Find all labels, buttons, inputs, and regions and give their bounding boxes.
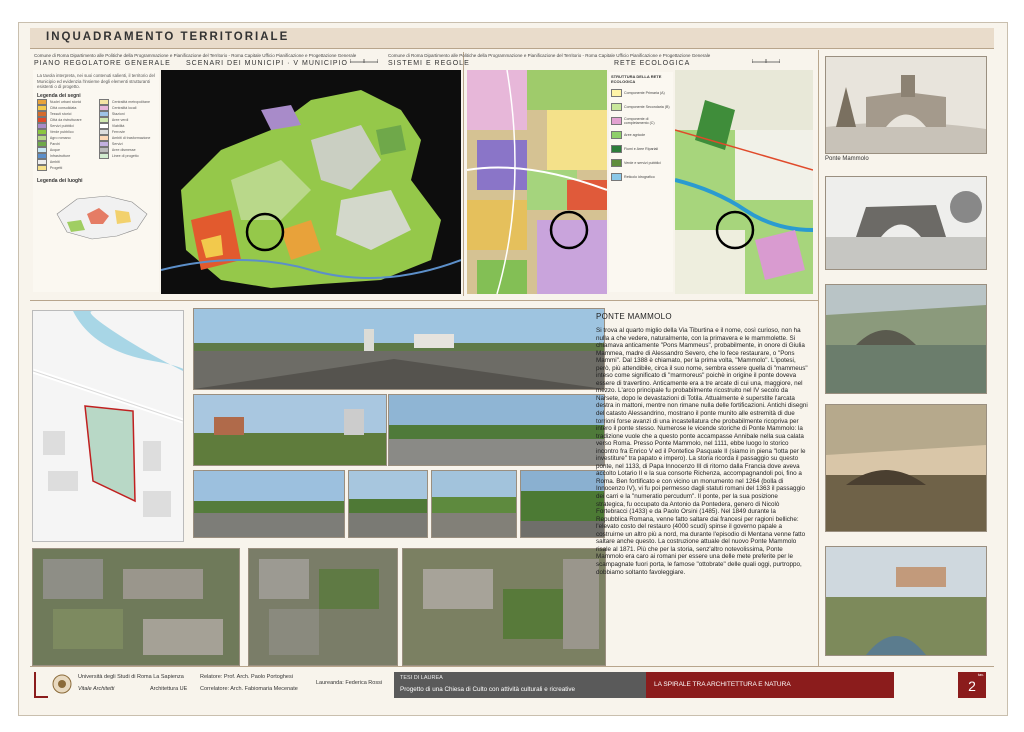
column-divider <box>818 50 819 666</box>
project-subtitle: LA SPIRALE TRA ARCHITETTURA E NATURA <box>654 681 791 688</box>
legend-label: Reticolo idrografico <box>624 175 655 179</box>
aerial-photo-2 <box>248 548 398 666</box>
legend-swatch <box>611 145 622 153</box>
subtitle-box <box>646 672 894 698</box>
legend-item <box>33 165 95 171</box>
panel-divider <box>463 52 464 296</box>
relatore: Relatore: Prof. Arch. Paolo Portoghesi <box>200 674 293 680</box>
ecology-legend-item <box>609 100 673 114</box>
prg-map <box>161 70 461 294</box>
page-title: INQUADRAMENTO TERRITORIALE <box>46 31 290 43</box>
scale-bar-icon <box>752 58 780 65</box>
locator-map <box>37 184 157 246</box>
legend-label: Servizi pubblici <box>49 123 74 128</box>
university-name: Università degli Studi di Roma La Sapienza <box>78 674 184 680</box>
signature-mark: Vitale Architetti <box>78 686 115 692</box>
laureanda: Laureanda: Federica Rossi <box>316 680 383 686</box>
legend-label: Nuclei urbani storici <box>49 99 82 104</box>
ecology-legend-item <box>609 170 673 184</box>
section-divider <box>30 300 818 301</box>
legend-label: Progetti <box>49 165 63 170</box>
footer-divider <box>30 666 994 667</box>
ecology-legend-item <box>609 128 673 142</box>
university-seal-icon <box>52 672 72 696</box>
photo-street-2 <box>348 470 428 538</box>
ecology-legend-item <box>609 114 673 128</box>
photo-street-4 <box>520 470 605 538</box>
legend-swatch <box>611 173 622 181</box>
legend-label: Ferrovie <box>111 129 126 134</box>
legend-label: Città da ristrutturare <box>49 117 82 122</box>
legend-places-heading: Legenda dei luoghi <box>37 177 83 184</box>
section-heading: PONTE MAMMOLO <box>596 312 672 321</box>
tav-label: tav. <box>977 672 984 677</box>
legend-label: Servizi <box>111 141 123 146</box>
sistemi-regole-map <box>467 70 607 294</box>
logo-mark <box>34 672 48 698</box>
engraving-ponte-mammolo <box>825 56 987 154</box>
section-body: Si trova al quarto miglio della Via Tiburtina e il nome, così curioso, non ha nulla a che vedere, naturalmente, con la primavera e le mammolette. Si chiamava anticamente "Pons Mammeus", probabilmente, in onore di Giulia Mammea, madre di Alessandro Severo, che lo fece restaurare, o "Pons Mammi". Dal 1388 è chiamato, per la prima volta, "Mammolo". L'ipotesi, però, più attendibile, circa il suo nome, sembra essere quella di "mammeus" inteso come significato di "marmoreus" poichè in origine il ponte doveva essere di travertino. Anticamente era a tre arcate di cui una, maggiore, nel mezzo. L'arco principale fu probabilmente ricostruito nel IV secolo da Narsete, dopo le devastazioni di Totila. Attualmente è superstite l'arcata destra in mattoni, mentre non rimane nulla delle fortificazioni. Antichi disegni del catasto Alessandrino, mostrano il ponte munito alle estremità di due torrioni forse avanzi di una incastellatura che probabilmente ricopriva per intero il ponte stesso. Numerose le vicende storiche di Ponte Mammolo: la tradizione vuole che a questo ponte accampasse Annibale nella sua calata verso Roma. Presso Ponte Mammolo, nel 1111, ebbe luogo lo storico incontro fra Enrico V ed il Pontefice Pasquale II (siamo in piena "lotta per le investiture" tra papato e impero). La storia ricorda il passaggio su questo ponte, nel 1133, di Papa Innocenzo III di ritorno dalla Francia dove aveva accolto Lotario II e la sua consorte Richenza, accompagnandoli poi, fino a Roma. Ben fortificato e con vicino un monumento nel 1264 (bolla di Innocenzo IV), vi fu poi permesso dagli statuti romani del 1363 il passaggio dei carri e la "numeratio percudum". Il ponte, per la sua posizione strategica, fu occupato da Antonio da Pontedera, genero di Nicolò Fortebracci (1433) e da Paolo Orsini (1485). Nel 1849 durante la Repubblica Romana, venne fatto saltare dai francesi per ragioni belliche: l'elevato costo del restauro (4000 scudi) spinse il governo papale a costruirne un altro più a nord, ma durante l'episodio di Mentana venne fatto saltare anche questo. La costruzione attuale del nuovo Ponte Mammolo risale al 1871. Più che per la storia, senz'altro notevolissima, Ponte Mammolo era caro ai romani per essere una delle mete preferite per le scampagnate fuori porta, le famose "ottobrate" delle quali oggi, purtroppo, dobbiamo soltanto favoleggiare. <box>596 327 808 576</box>
panel-left-title: PIANO REGOLATORE GENERALE <box>34 60 171 67</box>
legend-swatch <box>611 117 622 125</box>
panel-left-title-right: SCENARI DEI MUNICIPI · V MUNICIPIO <box>186 60 348 67</box>
page-number-box <box>958 672 986 698</box>
photo-field-1 <box>193 394 387 466</box>
map-legend <box>33 70 159 292</box>
correlatore: Correlatore: Arch. Fabiomaria Mecenate <box>200 686 298 692</box>
panel-right-title-right: RETE ECOLOGICA <box>614 60 691 67</box>
legend-label: Aree agricole <box>624 133 646 137</box>
photo-street-1 <box>193 470 345 538</box>
legend-label: Centralità metropolitane <box>111 99 151 104</box>
legend-label: Acque <box>49 147 61 152</box>
rete-ecologica-map <box>675 70 813 294</box>
legend-label: Centralità locali <box>111 105 137 110</box>
legend-label: Infrastrutture <box>49 153 71 158</box>
legend-swatch <box>611 89 622 97</box>
footer <box>30 670 994 700</box>
aerial-photo-1 <box>32 548 240 666</box>
thesis-box <box>394 672 646 698</box>
ecology-legend-item <box>609 156 673 170</box>
legend-label: Ambiti <box>49 159 60 164</box>
legend-label: Parchi <box>49 141 61 146</box>
legend-column-right <box>95 99 157 171</box>
engraving-bridge-ruins <box>825 176 987 270</box>
photo-river-trees <box>825 546 987 656</box>
legend-label: Viabilità <box>111 123 125 128</box>
legend-column-left <box>33 99 95 171</box>
legend-item <box>95 153 157 159</box>
aerial-photo-3 <box>402 548 606 666</box>
thesis-label: TESI DI LAUREA <box>400 675 443 681</box>
legend-intro: La tavola interpreta, nei suoi contenuti salienti, il territorio del Municipio ed evidenzia l'insieme degli elementi strutturanti esistenti o di progetto. <box>37 73 155 89</box>
ecology-legend-items <box>609 86 673 184</box>
ecology-legend-heading: STRUTTURA DELLA RETE ECOLOGICA <box>611 74 662 84</box>
legend-heading: Legenda dei segni <box>37 92 81 99</box>
legend-swatch <box>37 165 47 171</box>
title-bar <box>30 28 994 49</box>
photo-river-bridge <box>825 284 987 394</box>
legend-label: Ambiti di trasformazione <box>111 135 151 140</box>
scale-bar-icon <box>350 58 378 65</box>
street-map <box>32 310 184 542</box>
photo-autumn-bridge <box>825 404 987 532</box>
legend-label: Stazioni <box>111 111 125 116</box>
legend-label: Linee di progetto <box>111 153 139 158</box>
panel-left-subheading: Comune di Roma Dipartimento alle Politiche della Programmazione e Pianificazione del Territorio - Roma Capitale Ufficio Pianificazione e Progettazione Generale <box>34 53 357 58</box>
legend-label: Aree verdi <box>111 117 129 122</box>
legend-swatch <box>611 103 622 111</box>
ponte-mammolo-description <box>596 312 808 670</box>
legend-label: Componente Primaria (A) <box>624 91 665 95</box>
legend-label: Verde pubblico <box>49 129 74 134</box>
photo-street-3 <box>431 470 517 538</box>
legend-label: Aree dismesse <box>111 147 136 152</box>
panel-right-subheading: Comune di Roma Dipartimento alle Politiche della Programmazione e Pianificazione del Territorio - Roma Capitale Ufficio Pianificazione e Progettazione Generale <box>388 53 711 58</box>
legend-swatch <box>611 131 622 139</box>
legend-swatch <box>99 153 109 159</box>
legend-label: Città consolidata <box>49 105 77 110</box>
ponte-mammolo-caption: Ponte Mammolo <box>825 156 869 162</box>
photo-parking-1 <box>388 394 605 466</box>
ecology-legend-item <box>609 142 673 156</box>
legend-label: Componente Secondaria (B) <box>624 105 670 109</box>
ecology-legend <box>609 72 673 292</box>
faculty-name: Architettura UE <box>150 686 188 692</box>
legend-label: Fiumi e Aree Ripariali <box>624 147 659 151</box>
photo-panorama-site <box>193 308 605 390</box>
legend-swatch <box>611 159 622 167</box>
ecology-legend-item <box>609 86 673 100</box>
page-number: 2 <box>968 678 976 694</box>
legend-label: Componente di completamento (C) <box>624 117 655 125</box>
legend-label: Agro romano <box>49 135 71 140</box>
legend-label: Tessuti storici <box>49 111 72 116</box>
panel-right-title: SISTEMI E REGOLE <box>388 60 470 67</box>
thesis-title: Progetto di una Chiesa di Culto con attività culturali e ricreative <box>400 686 576 693</box>
legend-label: Verde e servizi pubblici <box>624 161 661 165</box>
